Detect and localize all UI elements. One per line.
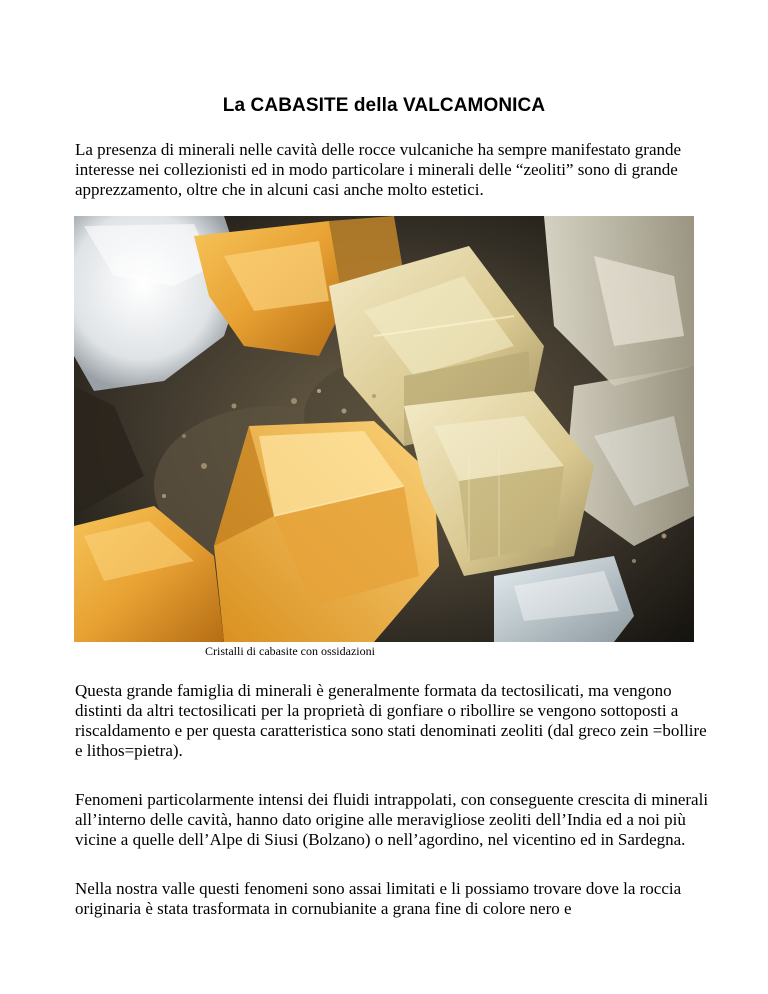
document-title: La CABASITE della VALCAMONICA [222, 95, 546, 116]
photo-caption: Cristalli di cabasite con ossidazioni [205, 644, 375, 658]
paragraph-zeolite-definition: Questa grande famiglia di minerali è generalmente formata da tectosilicati, ma vengono distinti da altri tectosilicati per la proprietà di gonfiare o ribollire se vengono sottoposti a riscaldamento e per questa caratteristica sono stati denominati zeoliti (dal greco zein =bollire e lithos=pietra). [75, 681, 707, 760]
paragraph-intro: La presenza di minerali nelle cavità delle rocce vulcaniche ha sempre manifestato grande interesse nei collezionisti ed in modo particolare i minerali delle “zeoliti” sono di grande apprezzamento, oltre che in alcuni casi anche molto estetici. [75, 140, 682, 199]
cabasite-crystals-photo [74, 216, 694, 642]
paragraph-fluid-phenomena: Fenomeni particolarmente intensi dei fluidi intrappolati, con conseguente crescita di minerali all’interno delle cavità, hanno dato origine alle meravigliose zeoliti dell’India ed a noi più vicine a quelle dell’Alpe di Siusi (Bolzano) o nell’agordino, nel vicentino ed in Sardegna. [75, 790, 709, 849]
paragraph-local-valley: Nella nostra valle questi fenomeni sono assai limitati e li possiamo trovare dove la roccia originaria è stata trasformata in cornubianite a grana fine di colore nero e [75, 879, 682, 918]
